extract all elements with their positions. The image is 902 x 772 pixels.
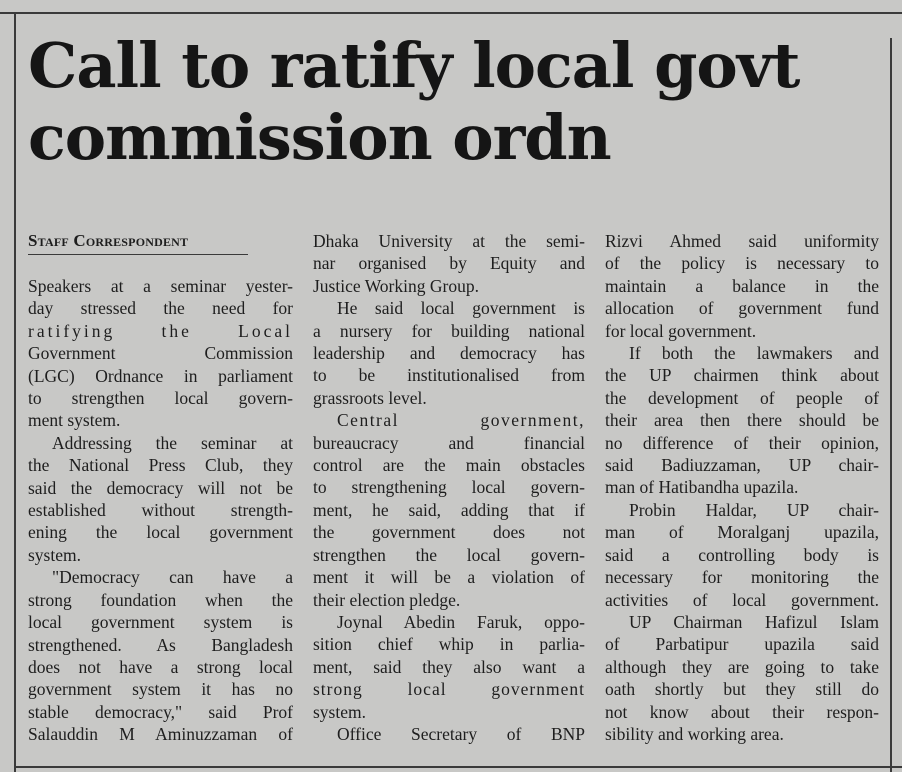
headline-line-1: Call to ratify local govt xyxy=(28,29,800,102)
text-line: to be institutionalised from xyxy=(313,365,585,386)
article-column-1 xyxy=(28,230,293,746)
headline-line-2: commission ordn xyxy=(28,101,611,174)
text-line: control are the main obstacles xyxy=(313,455,585,476)
text-line: strong foundation when the xyxy=(28,589,293,610)
text-line: Justice Working Group. xyxy=(313,275,479,296)
text-line: Office Secretary of BNP xyxy=(337,723,585,744)
text-line: said a controlling body is xyxy=(605,544,879,565)
text-line: activities of local government. xyxy=(605,589,879,610)
text-line: established without strength- xyxy=(28,500,293,521)
text-line: the development of people of xyxy=(605,387,879,408)
text-line: grassroots level. xyxy=(313,387,427,408)
text-line: If both the lawmakers and xyxy=(629,343,879,364)
left-rule xyxy=(14,14,16,772)
text-line: Dhaka University at the semi- xyxy=(313,231,585,251)
text-line: strengthened. As Bangladesh xyxy=(28,634,293,655)
text-line: sition chief whip in parlia- xyxy=(313,634,585,655)
text-line: bureaucracy and financial xyxy=(313,432,585,453)
text-line: the government does not xyxy=(313,522,585,543)
text-line: ment, said they also want a xyxy=(313,656,585,677)
text-line: their election pledge. xyxy=(313,589,461,610)
text-line: oath shortly but they still do xyxy=(605,679,879,700)
text-line: He said local government is xyxy=(337,298,585,319)
article-column-3 xyxy=(605,230,879,745)
text-line: system. xyxy=(313,701,366,722)
text-line: local government system is xyxy=(28,612,293,633)
text-line: ment system. xyxy=(28,410,121,431)
text-line: Probin Haldar, UP chair- xyxy=(629,499,879,520)
text-line: to strengthening local govern- xyxy=(313,477,585,498)
text-line: allocation of government fund xyxy=(605,298,879,319)
text-line: Central government, xyxy=(337,410,585,431)
text-line: Salauddin M Aminuzzaman of xyxy=(28,724,293,745)
text-line: to strengthen local govern- xyxy=(28,388,293,409)
text-line: Joynal Abedin Faruk, oppo- xyxy=(337,611,585,632)
text-line: Rizvi Ahmed said uniformity xyxy=(605,231,879,251)
top-rule xyxy=(0,12,902,14)
text-line: said the democracy will not be xyxy=(28,477,293,498)
text-line: the National Press Club, they xyxy=(28,455,293,476)
text-line: of Parbatipur upazila said xyxy=(605,634,879,655)
text-line: man of Hatibandha upazila. xyxy=(605,477,799,498)
text-line: nar organised by Equity and xyxy=(313,253,585,274)
text-line: system. xyxy=(28,544,81,565)
text-line: ratifying the Local xyxy=(28,320,293,341)
right-rule xyxy=(890,38,892,772)
headline xyxy=(28,30,888,174)
text-line: no difference of their opinion, xyxy=(605,432,879,453)
text-line: necessary for monitoring the xyxy=(605,567,879,588)
text-line: maintain a balance in the xyxy=(605,275,879,296)
byline-rule xyxy=(28,254,248,255)
text-line: sibility and working area. xyxy=(605,723,784,744)
text-line: (LGC) Ordnance in parliament xyxy=(28,365,293,386)
text-line: ment, he said, adding that if xyxy=(313,499,585,520)
text-line: for local government. xyxy=(605,320,757,341)
text-line: their area then there should be xyxy=(605,410,879,431)
text-line: man of Moralganj upazila, xyxy=(605,522,879,543)
text-line: "Democracy can have a xyxy=(52,567,293,588)
text-line: government system it has no xyxy=(28,679,293,700)
text-line: not know about their respon- xyxy=(605,701,879,722)
text-line: leadership and democracy has xyxy=(313,343,585,364)
article-column-2 xyxy=(313,230,585,745)
text-line: ment it will be a violation of xyxy=(313,567,585,588)
text-line: Addressing the seminar at xyxy=(52,432,293,453)
text-line: day stressed the need for xyxy=(28,298,293,319)
text-line: ening the local government xyxy=(28,522,293,543)
text-line: of the policy is necessary to xyxy=(605,253,879,274)
text-line: strong local government xyxy=(313,679,585,700)
text-line: a nursery for building national xyxy=(313,320,585,341)
text-line: strengthen the local govern- xyxy=(313,544,585,565)
text-line: Speakers at a seminar yester- xyxy=(28,276,293,296)
text-line: said Badiuzzaman, UP chair- xyxy=(605,455,879,476)
text-line: does not have a strong local xyxy=(28,656,293,677)
text-line: stable democracy," said Prof xyxy=(28,701,293,722)
byline: Staff Correspondent xyxy=(28,231,189,250)
text-line: Government Commission xyxy=(28,343,293,364)
text-line: UP Chairman Hafizul Islam xyxy=(629,611,879,632)
text-line: the UP chairmen think about xyxy=(605,365,879,386)
text-line: although they are going to take xyxy=(605,656,879,677)
bottom-rule xyxy=(14,766,902,768)
